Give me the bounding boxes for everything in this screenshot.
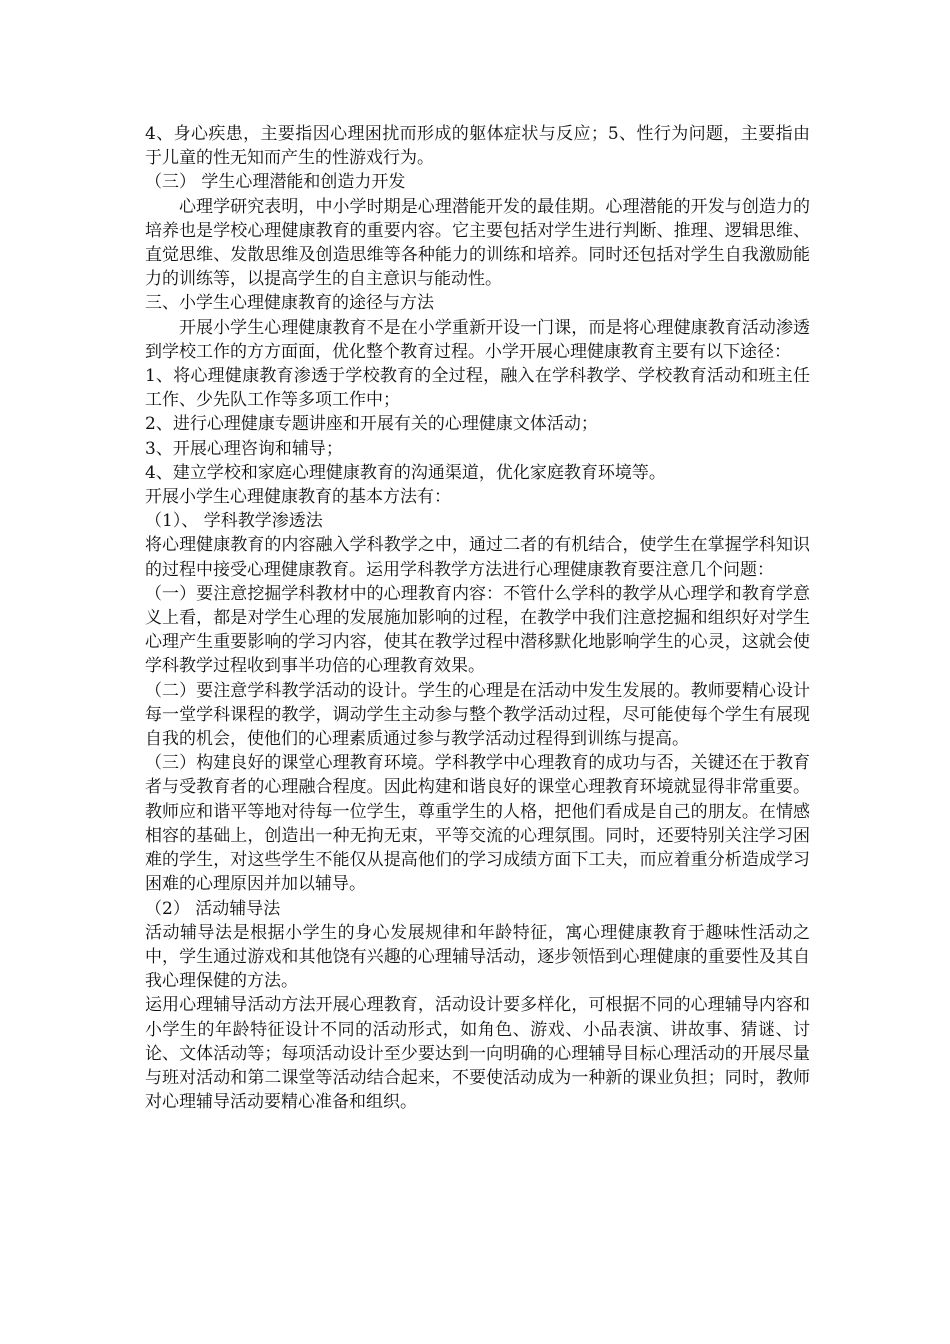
list-item-approach-2: 2、进行心理健康专题讲座和开展有关的心理健康文体活动； <box>145 414 598 435</box>
paragraph-approaches-intro: 开展小学生心理健康教育不是在小学重新开设一门课，而是将心理健康教育活动渗透到学校工作的方方面面，优化整个教育过程。小学开展心理健康教育主要有以下途径： <box>145 317 810 362</box>
paragraph-methods-intro: 开展小学生心理健康教育的基本方法有： <box>145 487 451 508</box>
paragraph-point-3: （三）构建良好的课堂心理教育环境。学科教学中心理教育的成功与否，关键还在于教育者与受教育者的心理融合程度。因此构建和谐良好的课堂心理教育环境就显得非常重要。教师应和谐平等地对待每一位学生，尊重学生的人格，把他们看成是自己的朋友。在情感相容的基础上，创造出一种无拘无束，平等交流的心理氛围。同时，还要特别关注学习困难的学生，对这些学生不能仅从提高他们的学习成绩方面下工夫，而应着重分析造成学习困难的心理原因并加以辅导。 <box>145 753 810 895</box>
heading-method-1: （1）、 学科教学渗透法 <box>145 511 323 532</box>
paragraph-method-2-practice: 运用心理辅导活动方法开展心理教育，活动设计要多样化，可根据不同的心理辅导内容和小学生的年龄特征设计不同的活动形式，如角色、游戏、小品表演、讲故事、猜谜、讨论、文体活动等；每项活动设计至少要达到一向明确的心理辅导目标心理活动的开展尽量与班对活动和第二课堂等活动结合起来，不要使活动成为一种新的课业负担；同时，教师对心理辅导活动要精心准备和组织。 <box>145 995 810 1113</box>
paragraph-method-1-desc: 将心理健康教育的内容融入学科教学之中，通过二者的有机结合，使学生在掌握学科知识的过程中接受心理健康教育。运用学科教学方法进行心理健康教育要注意几个问题： <box>145 535 810 580</box>
paragraph-potential-development: 心理学研究表明，中小学时期是心理潜能开发的最佳期。心理潜能的开发与创造力的培养也是学校心理健康教育的重要内容。它主要包括对学生进行判断、推理、逻辑思维、直觉思维、发散思维及创造思维等各种能力的训练和培养。同时还包括对学生自我激励能力的训练等，以提高学生的自主意识与能动性。 <box>145 196 810 290</box>
document-page <box>145 122 810 1114</box>
paragraph-point-2: （二）要注意学科教学活动的设计。学生的心理是在活动中发生发展的。教师要精心设计每一堂学科课程的教学，调动学生主动参与整个教学活动过程，尽可能使每个学生有展现自我的机会，使他们的心理素质通过参与教学活动过程得到训练与提高。 <box>145 680 810 750</box>
list-item-approach-3: 3、开展心理咨询和辅导； <box>145 438 343 459</box>
list-item-approach-1: 1、将心理健康教育渗透于学校教育的全过程，融入在学科教学、学校教育活动和班主任工作、少先队工作等多项工作中； <box>145 366 810 411</box>
paragraph-method-2-desc: 活动辅导法是根据小学生的身心发展规律和年龄特征，寓心理健康教育于趣味性活动之中，学生通过游戏和其他饶有兴趣的心理辅导活动，逐步领悟到心理健康的重要性及其自我心理保健的方法。 <box>145 922 810 992</box>
heading-method-2: （2） 活动辅导法 <box>145 898 281 919</box>
paragraph-symptoms: 4、身心疾患，主要指因心理困扰而形成的躯体症状与反应；5、性行为问题，主要指由于儿童的性无知而产生的性游戏行为。 <box>145 124 810 169</box>
paragraph-point-1: （一）要注意挖掘学科教材中的心理教育内容：不管什么学科的教学从心理学和教育学意义上看，都是对学生心理的发展施加影响的过程，在教学中我们注意挖掘和组织好对学生心理产生重要影响的学习内容，使其在教学过程中潜移默化地影响学生的心灵，这就会使学科教学过程收到事半功倍的心理教育效果。 <box>145 583 810 677</box>
heading-potential-creativity: （三） 学生心理潜能和创造力开发 <box>145 172 406 193</box>
list-item-approach-4: 4、建立学校和家庭心理健康教育的沟通渠道，优化家庭教育环境等。 <box>145 462 666 483</box>
heading-section-three: 三、小学生心理健康教育的途径与方法 <box>145 293 434 314</box>
